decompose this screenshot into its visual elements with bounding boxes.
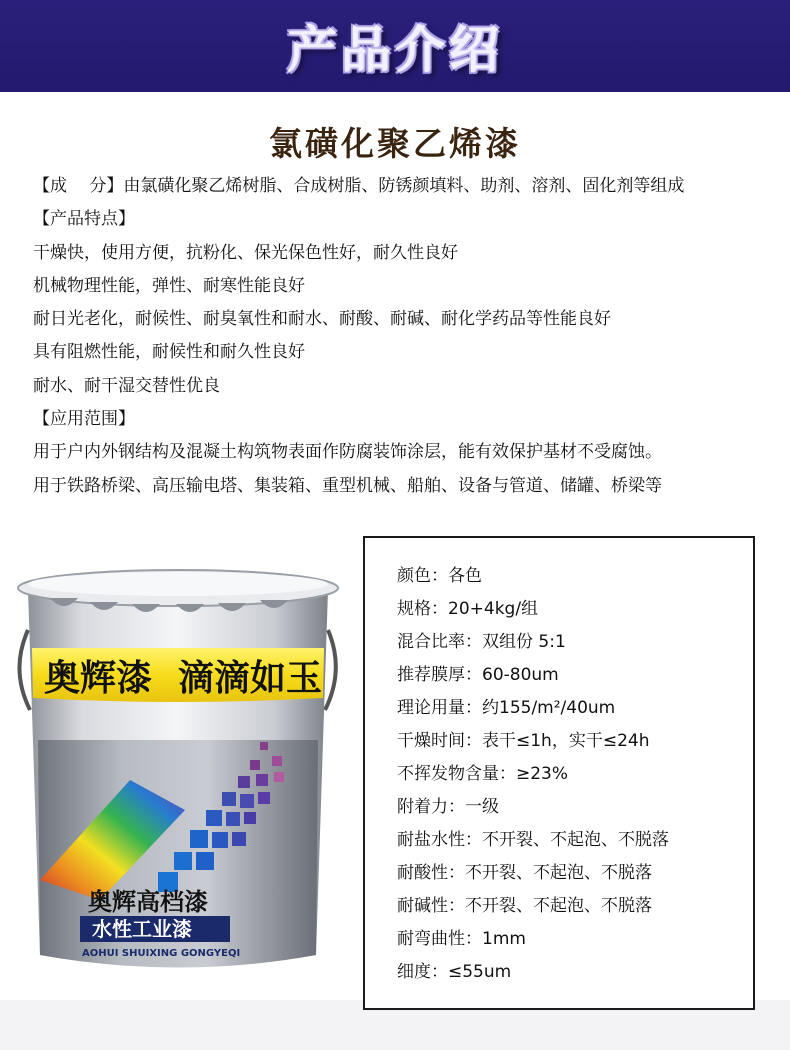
can-brand-line: 奥辉高档漆 <box>88 888 208 916</box>
spec-fineness: 细度：≤55um <box>397 962 512 982</box>
spec-bending: 耐弯曲性：1mm <box>397 929 526 949</box>
spec-color: 颜色：各色 <box>397 566 482 586</box>
feature-line: 耐水、耐干湿交替性优良 <box>33 375 220 396</box>
product-description <box>33 170 783 503</box>
spec-mix-ratio: 混合比率：双组份 5:1 <box>397 632 566 652</box>
composition-line: 【成 分】由氯磺化聚乙烯树脂、合成树脂、防锈颜填料、助剂、溶剂、固化剂等组成 <box>33 176 685 196</box>
application-heading: 【应用范围】 <box>33 409 135 430</box>
spec-adhesion: 附着力：一级 <box>397 797 499 817</box>
spec-alkali: 耐碱性：不开裂、不起泡、不脱落 <box>397 896 652 916</box>
can-slogan-left: 奥辉漆 <box>44 658 153 699</box>
can-pinyin-line: AOHUI SHUIXING GONGYEQI <box>82 948 241 959</box>
spec-drying-time: 干燥时间：表干≤1h，实干≤24h <box>397 731 650 751</box>
features-heading: 【产品特点】 <box>33 209 135 230</box>
page-title: 产品介绍 <box>287 20 503 79</box>
application-line: 用于户内外钢结构及混凝土构筑物表面作防腐装饰涂层，能有效保护基材不受腐蚀。 <box>33 442 662 463</box>
paint-bucket-image <box>10 560 345 980</box>
can-slogan-right: 滴滴如玉 <box>178 658 323 699</box>
spec-package: 规格：20+4kg/组 <box>397 599 539 619</box>
spec-table <box>363 536 755 1010</box>
spec-film-thickness: 推荐膜厚：60-80um <box>397 665 559 685</box>
feature-line: 干燥快，使用方便，抗粉化、保光保色性好，耐久性良好 <box>33 242 458 263</box>
product-name: 氯磺化聚乙烯漆 <box>269 124 521 163</box>
feature-line: 具有阻燃性能，耐候性和耐久性良好 <box>33 342 305 363</box>
spec-acid: 耐酸性：不开裂、不起泡、不脱落 <box>397 863 652 883</box>
application-line: 用于铁路桥梁、高压输电塔、集装箱、重型机械、船舶、设备与管道、储罐、桥梁等 <box>33 475 662 496</box>
feature-line: 耐日光老化，耐候性、耐臭氧性和耐水、耐酸、耐碱、耐化学药品等性能良好 <box>33 309 611 330</box>
spec-salt-water: 耐盐水性：不开裂、不起泡、不脱落 <box>397 830 669 850</box>
header-banner <box>0 0 790 92</box>
spec-theoretical-usage: 理论用量：约155/m²/40um <box>397 698 616 718</box>
spec-nonvolatile: 不挥发物含量：≥23% <box>397 764 569 784</box>
can-type-line: 水性工业漆 <box>92 917 192 941</box>
feature-line: 机械物理性能，弹性、耐寒性能良好 <box>33 275 305 296</box>
